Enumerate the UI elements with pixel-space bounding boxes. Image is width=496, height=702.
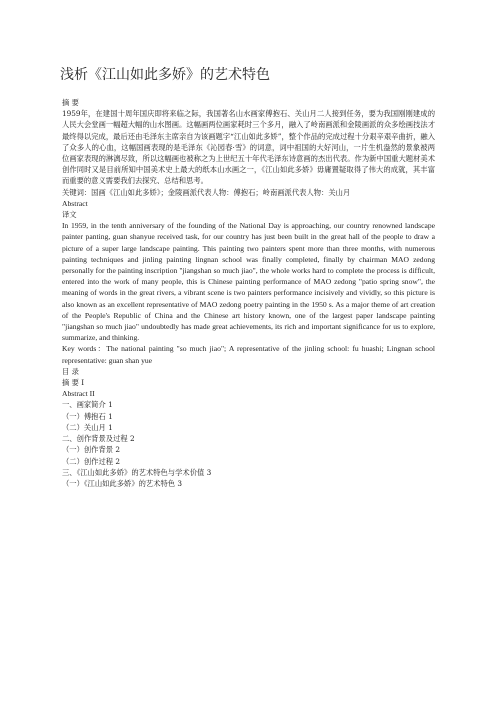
keywords-english: Key words：The national painting "so much jiao"; A representative of the jinling school: fu huashi; Lingnan school representative: guan shan yue xyxy=(62,344,435,365)
toc-item: Abstract II xyxy=(62,389,95,399)
abstract-heading: 摘 要 xyxy=(62,98,79,107)
document-title: 浅析《江山如此多娇》的艺术特色 xyxy=(60,67,270,83)
toc-item: （一）《江山如此多娇》的艺术特色 3 xyxy=(62,478,183,488)
toc-item: 三、《江山如此多娇》的艺术特色与学术价值 3 xyxy=(62,467,212,477)
toc-item: 二、创作背景及过程 2 xyxy=(62,434,135,444)
translation-label: 译文 xyxy=(62,210,77,220)
toc-item: 一、画家简介 1 xyxy=(62,400,113,410)
abstract-english-heading: Abstract xyxy=(62,198,88,208)
document-body xyxy=(62,97,435,489)
keywords-chinese: 关键词：国画《江山如此多娇》；金陵画派代表人物：傅抱石；岭南画派代表人物：关山月 xyxy=(62,187,351,197)
toc-item: （二）创作过程 2 xyxy=(62,456,121,466)
abstract-chinese: 1959年，在建国十周年国庆即将来临之际，我国著名山水画家傅抱石、关山月二人接到任务，要为我国刚刚建成的人民大会堂画一幅超大幅的山水图画。这幅画两位画家耗时三个多月，融入了岭南画派和金陵画派的众多绘画技法才最终得以完成，最后还由毛泽东主席亲自为该画题字“江山如此多娇”，整个作品的完成过程十分艰辛艰辛曲折，融入了众多人的心血，这幅国画表现的是毛泽东《沁园春·雪》的词意，词中祖国的大好河山，一片生机盎然的景象被两位画家表现的淋漓尽致，所以这幅画也被称之为上世纪五十年代毛泽东诗意画的杰出代表。作为新中国重大题材美术创作同时又是目前所知中国美术史上最大的纸本山水画之一，《江山如此多娇》毋庸置疑取得了伟大的成就，其丰富而重要的意义需要我们去探究、总结和思考。 xyxy=(62,109,435,186)
abstract-english: In 1959, in the tenth anniversary of the founding of the National Day is approaching, our country renowned landscape painter panting, guan shanyue received task, for our country has just been built in the great hall of the people to draw a picture of a super large landscape painting. This painting two painters spent more than three months, with numerous painting techniques and jinling painting lingnan school was finally completed, finally by chairman MAO zedong personally for the painting inscription "jiangshan so much jiao", the whole works hard to complete the process is difficult, entered into the work of many people, this is Chinese painting performance of MAO zedong "patio spring snow", the meaning of words in the great rivers, a vibrant scene is two painters performance incisively and vividly, so this picture is also known as an excellent representative of MAO zedong poetry painting in the 1950 s. As a major theme of art creation of the People's Republic of China and the Chinese art history known, one of the largest paper landscape painting "jiangshan so much jiao" undoubtedly has made great achievements, its rich and important significance for us to explore, summarize, and thinking. xyxy=(62,221,435,343)
toc-item: （一）创作背景 2 xyxy=(62,445,121,455)
toc-heading: 目 录 xyxy=(62,366,79,376)
toc-item: （二）关山月 1 xyxy=(62,422,113,432)
toc-item: 摘 要 I xyxy=(62,378,85,388)
toc-item: （一）傅抱石 1 xyxy=(62,411,113,421)
